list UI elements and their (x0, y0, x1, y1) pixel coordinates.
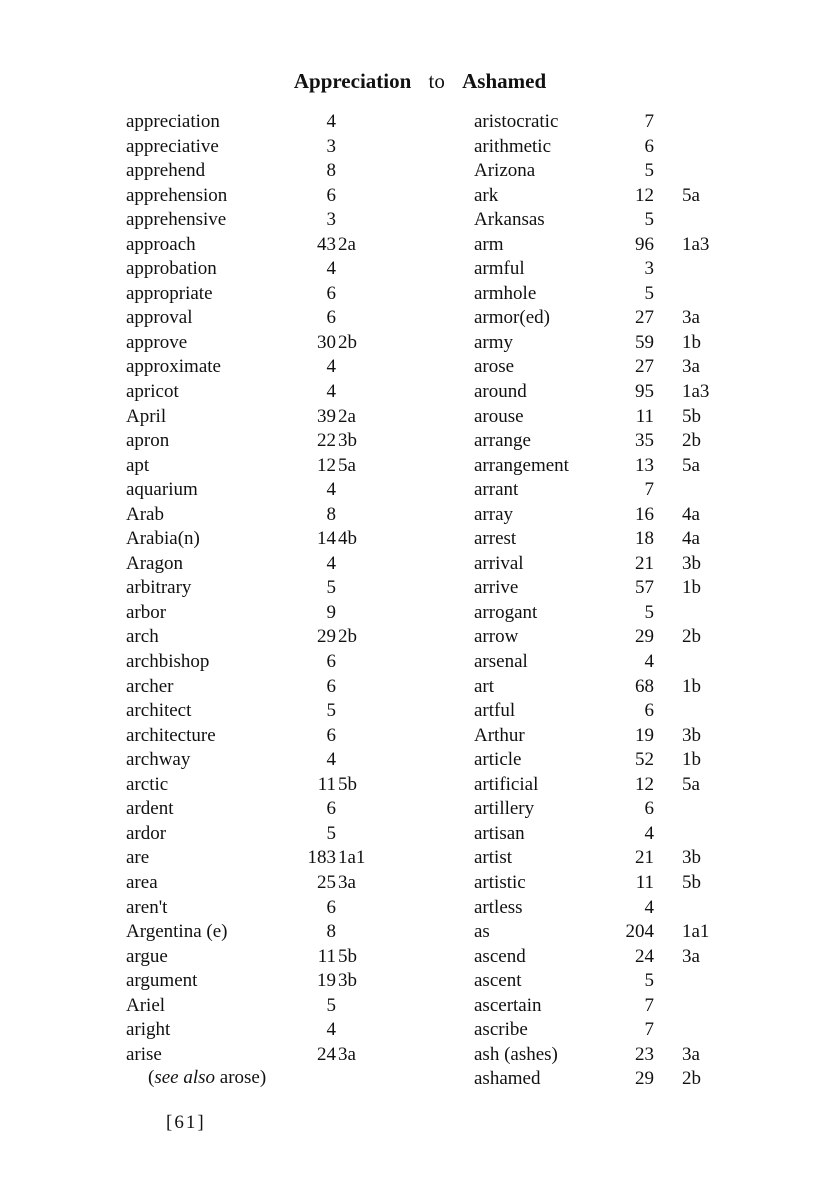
entry-word: ash (ashes) (474, 1043, 558, 1065)
entry-word: ascend (474, 945, 526, 967)
entry-word: apt (126, 454, 150, 476)
entry-word: Arab (126, 503, 164, 525)
entry-grade-code: 1a1 (338, 847, 366, 869)
entry-grade-code: 5b (682, 405, 701, 427)
entry-frequency: 4 (326, 356, 336, 378)
entry-word: array (474, 503, 514, 525)
entry-word: ascribe (474, 1019, 528, 1041)
entry-grade-code: 3a (682, 356, 700, 378)
entry-word: approbation (126, 258, 217, 280)
entry-frequency: 29 (635, 626, 654, 648)
see-also-note (148, 1066, 266, 1090)
entry-word: arithmetic (474, 135, 552, 157)
entry-word: arsenal (474, 651, 528, 673)
entry-frequency: 11 (635, 405, 654, 427)
entry-word: ascent (474, 970, 522, 992)
entry-word: aquarium (126, 479, 198, 501)
entry-word: artificial (474, 773, 539, 795)
entry-word: artful (474, 700, 516, 722)
entry-frequency: 4 (326, 111, 336, 132)
entry-frequency: 5 (644, 282, 654, 304)
entry-frequency: 6 (326, 651, 336, 673)
entry-grade-code: 1a3 (682, 233, 710, 255)
entry-frequency: 6 (326, 282, 336, 304)
entry-word: armhole (474, 282, 537, 304)
entry-frequency: 43 (317, 233, 336, 255)
entry-grade-code: 2a (338, 233, 356, 255)
entry-frequency: 5 (326, 994, 336, 1016)
entry-frequency: 4 (326, 552, 336, 574)
entry-frequency: 6 (326, 675, 336, 697)
entry-word: are (126, 847, 150, 869)
entry-grade-code: 3b (682, 552, 701, 574)
entry-frequency: 4 (326, 479, 336, 501)
entry-frequency: 13 (635, 454, 654, 476)
entry-frequency: 7 (644, 111, 654, 132)
entry-frequency: 4 (326, 381, 336, 403)
entry-word: approximate (126, 356, 221, 378)
header-end-word: Ashamed (462, 69, 547, 93)
entry-word: archer (126, 675, 174, 697)
entry-frequency: 8 (326, 160, 336, 182)
entry-grade-code: 4b (338, 528, 357, 550)
see-also-rest: arose) (215, 1067, 267, 1088)
entry-word: ardor (126, 822, 167, 844)
entry-word: Argentina (e) (126, 921, 228, 943)
entry-grade-code: 5a (338, 454, 356, 476)
entry-frequency: 12 (635, 184, 654, 206)
entry-frequency: 6 (326, 798, 336, 820)
entry-word: armful (474, 258, 525, 280)
entry-frequency: 57 (635, 577, 654, 599)
entry-frequency: 4 (644, 822, 654, 844)
entry-frequency: 27 (635, 356, 654, 378)
entry-grade-code: 5a (682, 773, 700, 795)
entry-grade-code: 1a3 (682, 381, 710, 403)
entry-word: artillery (474, 798, 535, 820)
entry-word: appreciation (126, 111, 220, 132)
entry-word: arrange (474, 430, 531, 452)
entry-word: ashamed (474, 1068, 541, 1090)
entry-word: aright (126, 1019, 171, 1041)
entry-word: apricot (126, 381, 179, 403)
entry-frequency: 4 (326, 749, 336, 771)
entry-word: approve (126, 331, 188, 353)
entry-frequency: 25 (317, 871, 336, 893)
entry-word: apprehend (126, 160, 206, 182)
entry-word: appropriate (126, 282, 213, 304)
entry-frequency: 7 (644, 1019, 654, 1041)
entry-grade-code: 5a (682, 454, 700, 476)
entry-word: Arthur (474, 724, 525, 746)
entry-grade-code: 2b (338, 331, 357, 353)
entry-word: armor(ed) (474, 307, 550, 329)
entry-word: arose (474, 356, 515, 378)
entry-word: arm (474, 233, 504, 255)
entry-word: artless (474, 896, 523, 918)
entry-word: artist (474, 847, 512, 869)
entry-frequency: 11 (635, 871, 654, 893)
entry-frequency: 3 (644, 258, 654, 280)
entry-word: aren't (126, 896, 168, 918)
entry-grade-code: 3b (338, 430, 357, 452)
entry-word: arise (126, 1043, 162, 1065)
entry-grade-code: 3a (338, 871, 356, 893)
entry-word: arouse (474, 405, 524, 427)
entry-grade-code: 2b (682, 626, 701, 648)
entry-word: arrant (474, 479, 519, 501)
entry-frequency: 6 (326, 184, 336, 206)
entry-grade-code: 3a (682, 307, 700, 329)
entry-frequency: 16 (635, 503, 654, 525)
entry-frequency: 3 (326, 209, 336, 231)
entry-word: arbor (126, 601, 167, 623)
entry-grade-code: 3b (682, 724, 701, 746)
entry-word: article (474, 749, 522, 771)
entry-grade-code: 3b (338, 970, 357, 992)
entry-word: Arizona (474, 160, 536, 182)
entry-grade-code: 5a (682, 184, 700, 206)
entry-grade-code: 1b (682, 675, 701, 697)
entry-frequency: 12 (635, 773, 654, 795)
entry-frequency: 21 (635, 552, 654, 574)
entry-frequency: 35 (635, 430, 654, 452)
entry-word: arctic (126, 773, 169, 795)
entry-grade-code: 2b (682, 1068, 701, 1090)
entry-word: argue (126, 945, 168, 967)
entry-frequency: 21 (635, 847, 654, 869)
entry-grade-code: 3a (682, 945, 700, 967)
entry-word: apron (126, 430, 170, 452)
entry-grade-code: 1b (682, 331, 701, 353)
entry-word: arrogant (474, 601, 538, 623)
entry-frequency: 29 (317, 626, 336, 648)
entry-grade-code: 3b (682, 847, 701, 869)
entry-frequency: 5 (326, 700, 336, 722)
entry-grade-code: 4a (682, 503, 700, 525)
entry-frequency: 5 (644, 160, 654, 182)
entry-frequency: 14 (317, 528, 336, 550)
entry-grade-code: 2b (682, 430, 701, 452)
entry-word: ardent (126, 798, 174, 820)
entry-word: arrival (474, 552, 524, 574)
page-number: [61] (166, 1112, 206, 1133)
entry-frequency: 7 (644, 479, 654, 501)
entry-word: archway (126, 749, 191, 771)
entry-grade-code: 1a1 (682, 921, 710, 943)
entry-frequency: 12 (317, 454, 336, 476)
see-also-prefix: ( (148, 1067, 155, 1088)
entry-frequency: 68 (635, 675, 654, 697)
entry-word: ascertain (474, 994, 542, 1016)
entry-frequency: 6 (644, 135, 654, 157)
entry-frequency: 6 (644, 798, 654, 820)
entry-word: arrow (474, 626, 519, 648)
entry-word: artistic (474, 871, 526, 893)
entry-frequency: 96 (635, 233, 654, 255)
entry-grade-code: 5b (338, 773, 357, 795)
entry-frequency: 52 (635, 749, 654, 771)
entry-frequency: 29 (635, 1068, 654, 1090)
entry-frequency: 6 (326, 896, 336, 918)
entry-word: April (126, 405, 167, 427)
entry-word: arch (126, 626, 159, 648)
entry-word: Ariel (126, 994, 166, 1016)
entry-frequency: 4 (326, 1019, 336, 1041)
entry-word: ark (474, 184, 499, 206)
see-also-label: see also (154, 1067, 216, 1088)
entry-frequency: 5 (644, 601, 654, 623)
entry-word: apprehensive (126, 209, 227, 231)
entry-frequency: 24 (317, 1043, 336, 1065)
entry-frequency: 4 (644, 896, 654, 918)
entry-word: artisan (474, 822, 525, 844)
entry-grade-code: 3a (338, 1043, 356, 1065)
entry-frequency: 24 (635, 945, 654, 967)
entry-word: appreciative (126, 135, 219, 157)
entry-word: architect (126, 700, 192, 722)
entry-grade-code: 5b (682, 871, 701, 893)
entry-word: arrangement (474, 454, 569, 476)
entry-word: art (474, 675, 495, 697)
entry-word: area (126, 871, 158, 893)
entry-frequency: 4 (644, 651, 654, 673)
entry-frequency: 19 (317, 970, 336, 992)
entry-frequency: 5 (326, 822, 336, 844)
entry-word: aristocratic (474, 111, 559, 132)
entry-word: architecture (126, 724, 216, 746)
entry-frequency: 19 (635, 724, 654, 746)
entry-word: archbishop (126, 651, 210, 673)
entry-frequency: 30 (317, 331, 336, 353)
entry-grade-code: 1b (682, 577, 701, 599)
entry-frequency: 6 (326, 724, 336, 746)
entry-frequency: 39 (317, 405, 336, 427)
entry-grade-code: 3a (682, 1043, 700, 1065)
entry-grade-code: 1b (682, 749, 701, 771)
entry-word: arrest (474, 528, 517, 550)
entry-frequency: 5 (644, 209, 654, 231)
entry-word: army (474, 331, 514, 353)
entry-grade-code: 5b (338, 945, 357, 967)
entry-frequency: 11 (317, 773, 336, 795)
entry-word: around (474, 381, 527, 403)
entry-frequency: 18 (635, 528, 654, 550)
entry-word: Arabia(n) (126, 528, 200, 550)
entry-word: as (474, 921, 490, 943)
header-start-word: Appreciation (293, 69, 412, 93)
entry-frequency: 6 (326, 307, 336, 329)
entry-word: argument (126, 970, 198, 992)
entry-frequency: 5 (326, 577, 336, 599)
entry-frequency: 3 (326, 135, 336, 157)
entry-word: approval (126, 307, 193, 329)
entry-frequency: 183 (307, 847, 336, 869)
entry-frequency: 9 (326, 601, 336, 623)
entry-grade-code: 4a (682, 528, 700, 550)
header-to: to (428, 69, 445, 93)
entry-frequency: 4 (326, 258, 336, 280)
entry-frequency: 27 (635, 307, 654, 329)
entry-frequency: 22 (317, 430, 336, 452)
entry-word: arrive (474, 577, 519, 599)
entry-word: Arkansas (474, 209, 545, 231)
entry-frequency: 95 (635, 381, 654, 403)
entry-word: arbitrary (126, 577, 192, 599)
entry-grade-code: 2b (338, 626, 357, 648)
entry-word: Aragon (126, 552, 183, 574)
entry-frequency: 23 (635, 1043, 654, 1065)
entry-frequency: 7 (644, 994, 654, 1016)
entry-frequency: 6 (644, 700, 654, 722)
entry-frequency: 8 (326, 503, 336, 525)
entry-frequency: 204 (625, 921, 654, 943)
entry-frequency: 59 (635, 331, 654, 353)
entry-grade-code: 2a (338, 405, 356, 427)
entry-frequency: 5 (644, 970, 654, 992)
entry-frequency: 11 (317, 945, 336, 967)
entry-frequency: 8 (326, 921, 336, 943)
entry-word: approach (126, 233, 196, 255)
entry-word: apprehension (126, 184, 228, 206)
page-header (0, 66, 840, 96)
